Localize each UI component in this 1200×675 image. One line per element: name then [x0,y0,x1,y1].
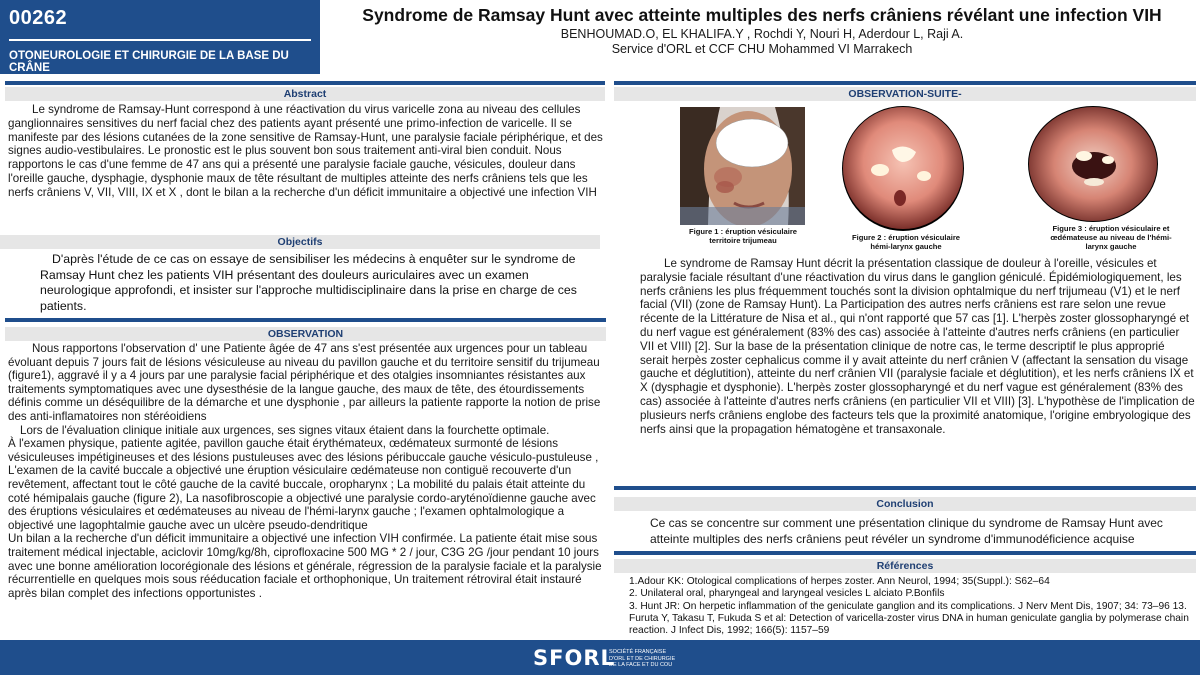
id-divider [9,39,311,41]
observation-p1: Nous rapportons l'observation d' une Patiente âgée de 47 ans s'est présentée aux urgences pour un tableau évoluant depuis 7 jours fait de lésions vésiculeuse au niveau du pavillon gauche et du territoire sensitif du trijumeau (figure1), aggravé il y a 4 jours par une paralysie facial périphérique et des otalgies insomniantes résistantes aux traitements symptomatiques avec une dysesthésie de la langue gauche, des maux de tête, des étourdissements définis comme un déséquilibre de la démarche et une dysphonie , par ailleurs la patiente rapporte la notion de prise des anti-inflamatoires non stéréoidiens [8,342,601,423]
logo-subtitle: SOCIÉTÉ FRANÇAISE D'ORL ET DE CHIRURGIE DE LA FACE ET DU COU [609,649,676,668]
discussion-body [640,257,1196,436]
suite-bar [614,81,1196,85]
conclusion-text: Ce cas se concentre sur comment une présentation clinique du syndrome de Ramsay Hunt avec atteinte multiples des nerfs crâniens peut révéler un syndrome d'immunodéficience acquise [650,516,1163,546]
observation-heading: OBSERVATION [5,327,606,341]
observation-p4: Un bilan a la recherche d'un déficit immunitaire a objectivé une infection VIH confirmée. La patiente était mise sous traitement médical injectable, aciclovir 10mg/kg/8h, ciprofloxacine 500 MG * 2 / jour, C3G 2G /jour pendant 10 jours avec une bonne amélioration locorégionale des lésions et générale, régression de la paralysie faciale et la paralysie récurrentielle en quelques mois sous rééducation faciale et orthophonique, Un traitement rétroviral était instauré après bilan complet des infections opportunistes . [8,532,602,600]
observation-p2: Lors de l'évaluation clinique initiale aux urgences, ses signes vitaux étaient dans la fourchette optimale. [20,423,550,437]
figure-2-endoscopy-photo [842,106,964,231]
abstract-heading: Abstract [5,87,605,101]
figure-3-caption: Figure 3 : éruption vésiculaire et œdémateuse au niveau de l'hémi-larynx gauche [1050,224,1172,251]
observation-p3: À l'examen physique, patiente agitée, pavillon gauche était érythémateux, œdémateux surmonté de lésions vésiculeuses impétigineuses et des lésions pustuleuses avec des lésions péribuccale gauche vésiculo-pustuleuse , L'examen de la cavité buccale a objectivé une éruption vésiculaire œdémateuse non contiguë recouverte d'un revêtement, affectant tout le côté gauche de la cavité buccale, oropharynx ; La mobilité du palais était atteinte du coté hémipalais gauche (figure 2), La nasofibroscopie a objectivé une paralysie cordo-aryténoïdienne gauche avec des éruptions vésiculaires et œdémateuses au niveau de l'hémi-larynx gauche ; l'examen ophtalmologique a objectivé une lagophtalmie gauche avec un ulcère pseudo-dendritique [8,437,599,532]
face-photo-icon [680,107,805,225]
figure-3-endoscopy-photo [1028,106,1158,222]
objectifs-heading: Objectifs [0,235,600,249]
service: Service d'ORL et CCF CHU Mohammed VI Marrakech [611,42,913,56]
poster-id-box [0,0,320,74]
conclusion-heading: Conclusion [614,497,1196,511]
endoscopy-photo-icon [842,106,964,231]
discussion-text: Le syndrome de Ramsay Hunt décrit la présentation classique de douleur à l'oreille, vésicules et paralysie faciale résultant d'une réactivation du virus dans le ganglion géniculé. Épidémiologiquement, les nerfs crâniens les plus fréquemment touchés sont la division ophtalmique du nerf trijumeau (V1) et le nerf facial (VII) (zone de Ramsay Hunt). La Participation des autres nerfs crâniens est rare selon une revue récente de la Littérature de Nisa et al., qui n'ont rapporté que 57 cas [1]. L'herpès zoster glossopharyngé et du nerf vague est généralement (83% des cas) associée à l'atteinte d'autres nerfs crâniens (en particulier VII et VIII) [2]. Sur la base de la présentation clinique de notre cas, le terme descriptif le plus approprié serait herpès zoster cephalicus comme il y avait atteinte du nerf crânien V (affectant la sensation du visage gauche et déglutition), atteinte du nerf crânien VII (paralysie faciale et déglutition), et les nerfs crâniens IX et X (dysphagie et dysphonie). L'herpès zoster glossopharyngé et du nerf vague est généralement (83% des cas) associée à l'atteinte d'autres nerfs crâniens (en particulier VII et VIII) [3]. L'hypothèse de l'implication de plusieurs nerfs crâniens englobe des facteurs tels que la proximité anatomique, l'origine embryologique des nerfs ainsi que la propagation hématogène et transaxonale. [640,257,1195,436]
references-heading: Références [614,559,1196,573]
reference-item: 3. Hunt JR: On herpetic inflammation of the geniculate ganglion and its complications. J Nerv Ment Dis, 1907; 34: 73–96 13. Furuta Y, Takasu T, Fukuda S et al: Detection of varicella-zoster virus DNA in human geniculate ganglia by polymerase chain reaction. J Infect Dis, 1992; 166(5): 1157–59 [629,600,1189,637]
figure-2-caption: Figure 2 : éruption vésiculaire hémi-larynx gauche [851,233,961,251]
conclusion-bar [614,486,1196,490]
logo-text: SFORL [533,646,615,670]
poster-title: Syndrome de Ramsay Hunt avec atteinte multiples des nerfs crâniens révélant une infection VIH [362,5,1162,25]
objectifs-text: D'après l'étude de ce cas on essaye de sensibiliser les médecins à enquêter sur le syndrome de Ramsay Hunt chez les patients VIH présentant des douleurs auriculaires avec un examen neurologique approfondi, et insister sur l'approche multidisciplinaire dans la prise en charge de ces patients. [40,252,577,313]
abstract-text: Le syndrome de Ramsay-Hunt correspond à une réactivation du virus varicelle zona au niveau des cellules ganglionnaires sensitives du nerf facial chez des patients ayant présenté une primo-infection de varicelle. Il se manifeste par des lésions cutanées de la zone sensitive de Ramsay-Hunt, une paralysie faciale périphérique, et des signes audio-vestibulaires. Le pronostic est le plus souvent bon sous traitement anti-viral bien conduit. Nous rapportons le cas d'une femme de 47 ans qui a présenté une paralysie faciale gauche, vésicules, douleur dans l'oreille gauche, dysphagie, dysphonie maux de tête résultant de multiples atteinte des nerfs crâniens tels que les nerfs crâniens V, VII, VIII, IX et X , dont le bilan a la recherche d'un déficit immunitaire a objectivé une infection VIH [8,103,603,199]
abstract-body [8,103,604,200]
suite-heading: OBSERVATION-SUITE- [614,87,1196,101]
figure-1-caption: Figure 1 : éruption vésiculaire territoire trijumeau [688,227,798,245]
reference-item: 2. Unilateral oral, pharyngeal and laryngeal vesicles L alciato P.Bonfils [629,588,945,600]
references-list [629,576,1195,637]
authors: BENHOUMAD.O, EL KHALIFA.Y , Rochdi Y, Nouri H, Aderdour L, Raji A. [560,27,964,41]
observation-bar [5,318,606,322]
references-bar [614,551,1196,555]
observation-body [8,342,606,600]
specialty-label: OTONEUROLOGIE ET CHIRURGIE DE LA BASE DU CRÂNE [9,50,289,74]
poster-id: 00262 [9,7,68,29]
sforl-logo [533,646,678,672]
figure-1-face-photo [680,107,805,225]
abstract-bar [5,81,605,85]
endoscopy-photo-icon [1028,106,1158,222]
reference-item: 1.Adour KK: Otological complications of herpes zoster. Ann Neurol, 1994; 35(Suppl.): S62–64 [629,576,1050,587]
